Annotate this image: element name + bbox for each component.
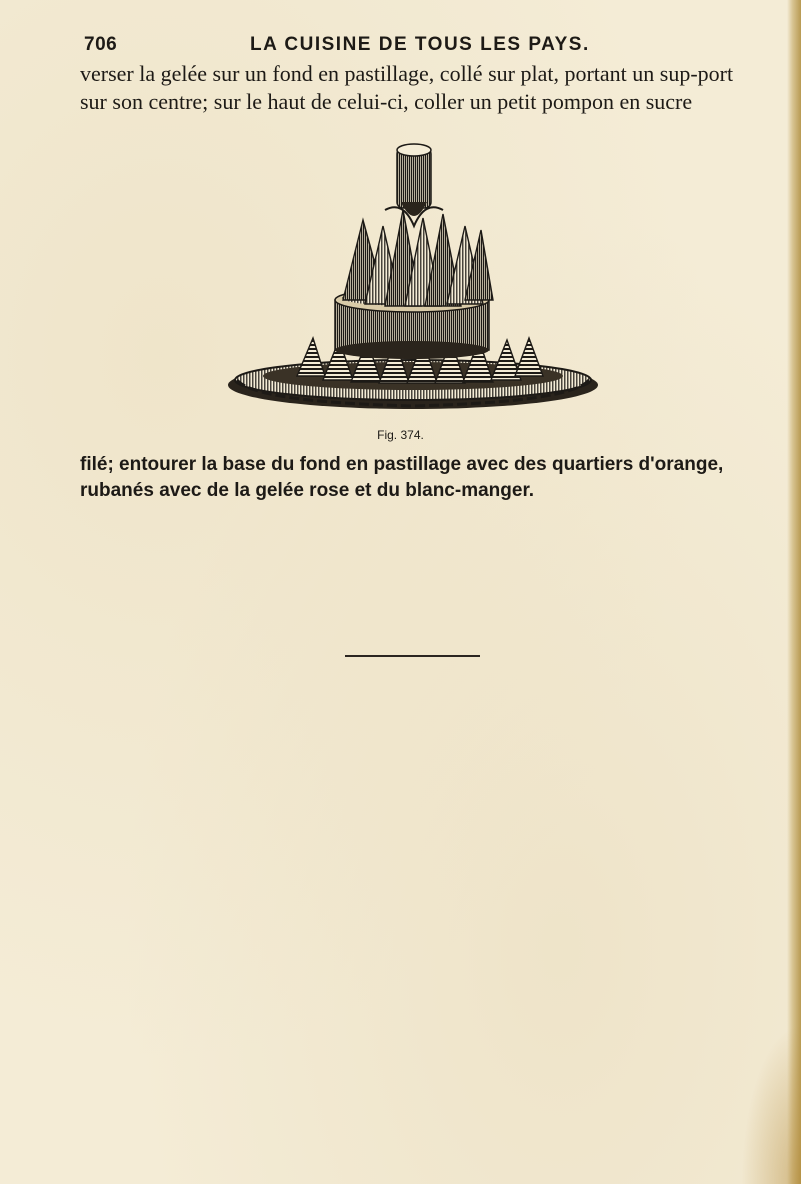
- paragraph-top: verser la gelée sur un fond en pastillage, collé sur plat, portant un sup-port sur son centre; sur le haut de celui-ci, coller un petit pompon en sucre: [80, 61, 734, 114]
- page-edge-shadow: [787, 0, 801, 1184]
- figure-engraving: [225, 140, 600, 412]
- molded-jelly-illustration: [225, 140, 600, 412]
- sugar-pompon: [385, 144, 443, 226]
- page-corner-stain: [741, 1024, 801, 1184]
- page-number: 706: [84, 34, 118, 55]
- jelly-cones: [343, 210, 493, 306]
- figure-caption: Fig. 374.: [377, 428, 424, 442]
- section-divider: [345, 655, 480, 657]
- running-title: LA CUISINE DE TOUS LES PAYS.: [250, 34, 590, 55]
- paragraph-bottom: filé; entourer la base du fond en pastillage avec des quartiers d'orange, rubanés avec de la gelée rose et du blanc-manger.: [80, 454, 724, 501]
- page-header: [84, 34, 724, 58]
